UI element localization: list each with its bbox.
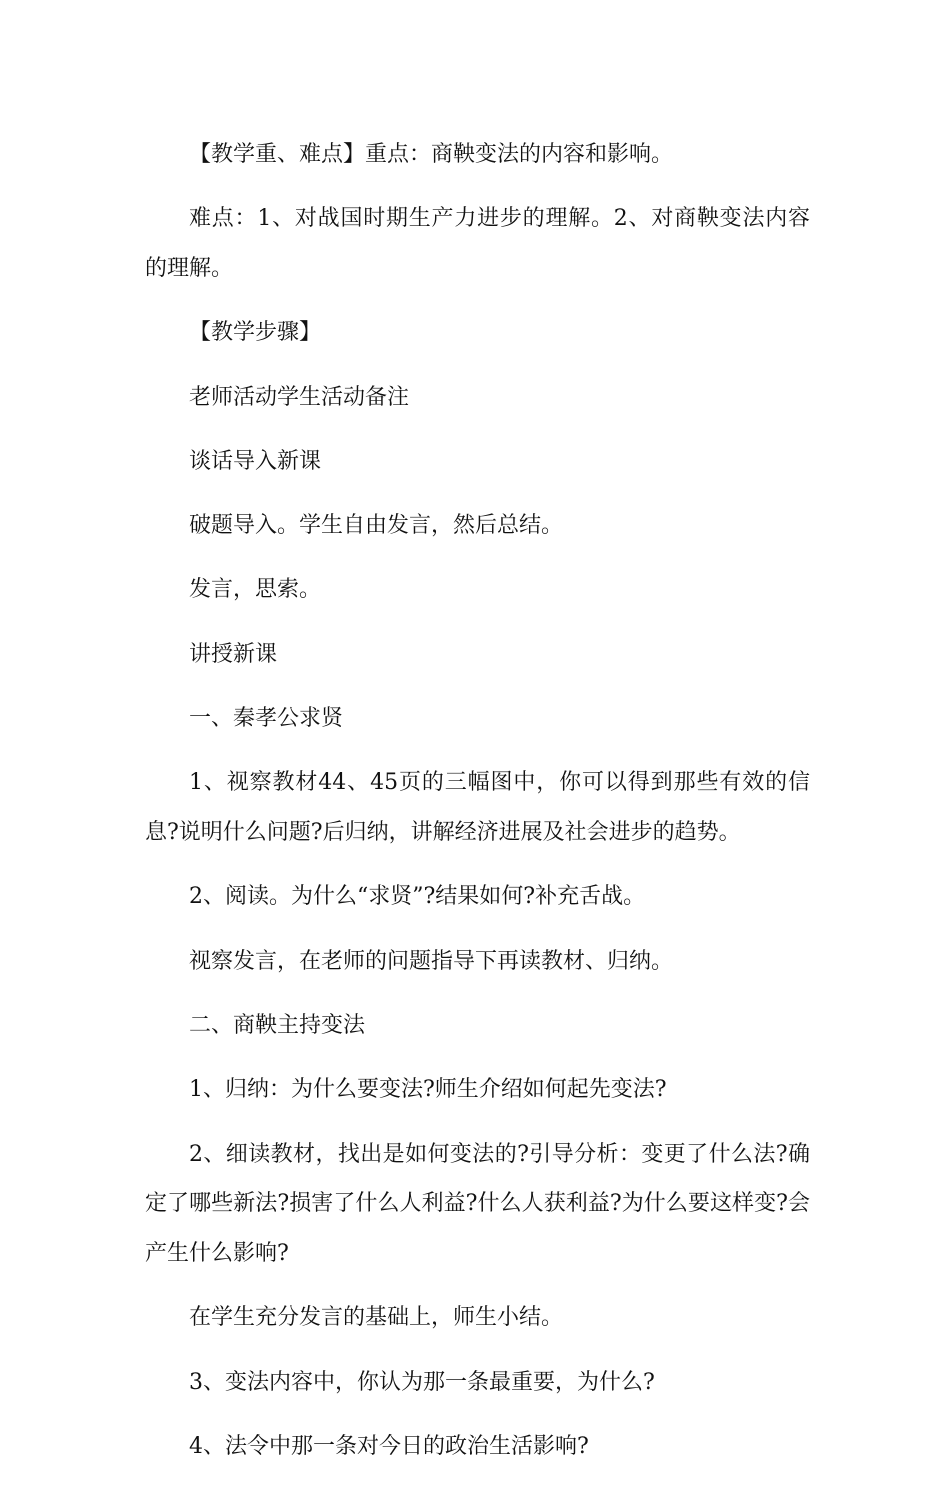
paragraph-section-two-summary: 在学生充分发言的基础上，师生小结。: [189, 1305, 564, 1331]
paragraph-section-two-heading: 二、商鞅主持变法: [189, 1012, 366, 1038]
paragraph-student-response: 发言，思索。: [189, 577, 322, 603]
paragraph-section-two-item-2: 2、细读教材，找出是如何变法的?引导分析：变更了什么法?确定了哪些新法?损害了什么人利益?什么人获利益?为什么要这样变?会产生什么影响?: [145, 1141, 810, 1266]
paragraph-activity-columns: 老师活动学生活动备注: [189, 384, 410, 410]
paragraph-difficult-points: 难点：1、对战国时期生产力进步的理解。2、对商鞅变法内容的理解。: [145, 206, 810, 281]
paragraph-new-lesson-heading: 讲授新课: [189, 641, 278, 667]
paragraph-section-one-heading: 一、秦孝公求贤: [189, 706, 344, 732]
paragraph-section-two-item-1: 1、归纳：为什么要变法?师生介绍如何起先变法?: [189, 1077, 667, 1103]
paragraph-key-difficult-points: 【教学重、难点】重点：商鞅变法的内容和影响。: [189, 142, 674, 167]
paragraph-section-one-item-2: 2、阅读。为什么“求贤”?结果如何?补充舌战。: [189, 884, 646, 910]
document-body: [145, 130, 810, 1486]
paragraph-section-one-item-1: 1、视察教材44、45页的三幅图中，你可以得到那些有效的信息?说明什么问题?后归纳，讲解经济进展及社会进步的趋势。: [145, 770, 810, 846]
paragraph-teaching-steps-heading: 【教学步骤】: [189, 320, 322, 346]
paragraph-section-two-item-3: 3、变法内容中，你认为那一条最重要，为什么?: [189, 1369, 655, 1395]
paragraph-section-two-item-4: 4、法令中那一条对今日的政治生活影响?: [189, 1433, 589, 1459]
paragraph-section-one-student: 视察发言，在老师的问题指导下再读教材、归纳。: [189, 948, 674, 974]
paragraph-intro-method: 破题导入。学生自由发言，然后总结。: [189, 513, 564, 539]
paragraph-intro-heading: 谈话导入新课: [189, 448, 322, 474]
